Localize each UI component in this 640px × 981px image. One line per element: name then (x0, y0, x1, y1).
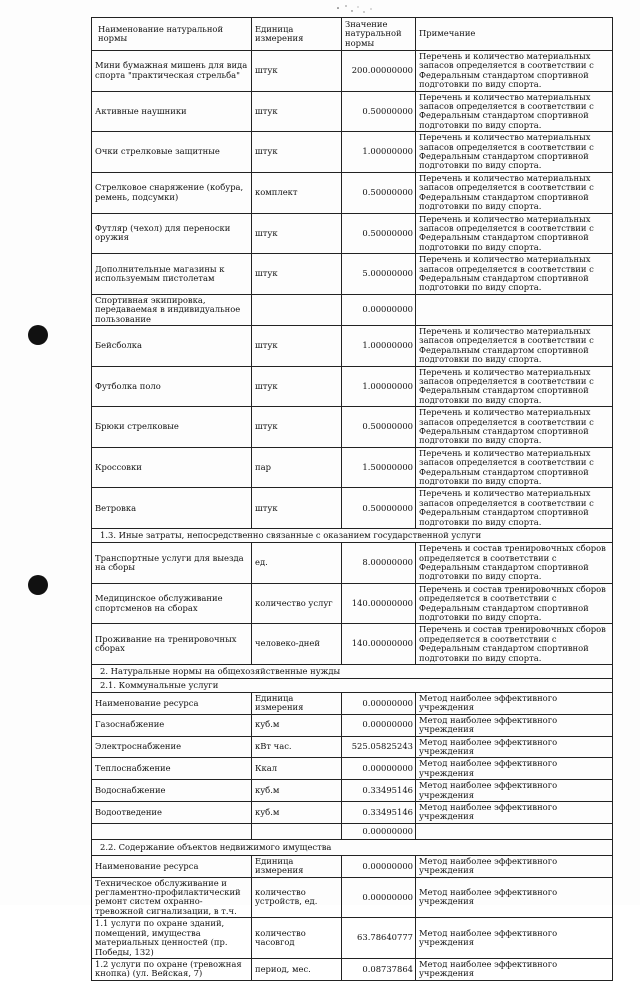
cell-name: Футляр (чехол) для переноски оружия (92, 213, 252, 254)
cell-note: Перечень и количество материальных запасов определяется в соответствии с Федеральным стандартом спортивной подготовки по виду спорта. (416, 132, 613, 173)
table-row (92, 714, 613, 736)
cell-name: Водоснабжение (92, 780, 252, 802)
cell-value: 0.00000000 (342, 758, 416, 780)
norms-table (91, 17, 613, 981)
cell-name: Электроснабжение (92, 736, 252, 758)
cell-unit: человеко-дней (252, 624, 342, 665)
header-unit: Единица измерения (252, 18, 342, 51)
cell-note: Метод наиболее эффективного учреждения (416, 918, 613, 959)
cell-unit: штук (252, 213, 342, 254)
cell-note: Перечень и количество материальных запасов определяется в соответствии с Федеральным стандартом спортивной подготовки по виду спорта. (416, 213, 613, 254)
cell-name: Кроссовки (92, 447, 252, 488)
cell-note: Перечень и количество материальных запасов определяется в соответствии с Федеральным стандартом спортивной подготовки по виду спорта. (416, 91, 613, 132)
section-row (92, 678, 613, 692)
cell-value: 63.78640777 (342, 918, 416, 959)
cell-unit: штук (252, 51, 342, 92)
table-row (92, 780, 613, 802)
cell-name: Теплоснабжение (92, 758, 252, 780)
cell-name: Бейсболка (92, 325, 252, 366)
cell-value: 1.00000000 (342, 132, 416, 173)
cell-value: 0.00000000 (342, 714, 416, 736)
cell-unit: количество устройств, ед. (252, 877, 342, 918)
cell-value: 0.50000000 (342, 407, 416, 448)
cell-unit: штук (252, 91, 342, 132)
cell-value: 1.50000000 (342, 447, 416, 488)
table-row (92, 366, 613, 407)
cell-note: Метод наиболее эффективного учреждения (416, 855, 613, 877)
cell-value: 0.00000000 (342, 294, 416, 325)
cell-name: Газоснабжение (92, 714, 252, 736)
cell-value: 140.00000000 (342, 624, 416, 665)
header-name: Наименование натуральной нормы (92, 18, 252, 51)
cell-note: Метод наиболее эффективного учреждения (416, 802, 613, 824)
cell-name: Техническое обслуживание и регламентно-профилактический ремонт систем охранно-тревожной сигнализации, в т.ч. (92, 877, 252, 918)
table-row (92, 918, 613, 959)
cell-note: Метод наиболее эффективного учреждения (416, 877, 613, 918)
punch-hole (28, 325, 48, 345)
table-row (92, 254, 613, 295)
cell-note (416, 294, 613, 325)
table-row (92, 624, 613, 665)
cell-name: Активные наушники (92, 91, 252, 132)
header-note: Примечание (416, 18, 613, 51)
cell-note: Перечень и состав тренировочных сборов определяется в соответствии с Федеральным стандартом спортивной подготовки по виду спорта. (416, 543, 613, 584)
cell-name: Транспортные услуги для выезда на сборы (92, 543, 252, 584)
table-row (92, 325, 613, 366)
cell-value: 0.50000000 (342, 488, 416, 529)
cell-unit: количество часовгод (252, 918, 342, 959)
cell-name: Футболка поло (92, 366, 252, 407)
table-row (92, 758, 613, 780)
cell-utilities_total: 0.00000000 (342, 823, 416, 839)
cell-note: Перечень и количество материальных запасов определяется в соответствии с Федеральным стандартом спортивной подготовки по виду спорта. (416, 447, 613, 488)
cell-note: Метод наиболее эффективного учреждения (416, 736, 613, 758)
cell-note: Перечень и состав тренировочных сборов определяется в соответствии с Федеральным стандартом спортивной подготовки по виду спорта. (416, 624, 613, 665)
cell-name: 1.2 услуги по охране (тревожная кнопка) (ул. Вейская, 7) (92, 958, 252, 980)
cell-unit: штук (252, 132, 342, 173)
cell-note: Перечень и количество материальных запасов определяется в соответствии с Федеральным стандартом спортивной подготовки по виду спорта. (416, 172, 613, 213)
cell-unit: комплект (252, 172, 342, 213)
cell-note: Перечень и количество материальных запасов определяется в соответствии с Федеральным стандартом спортивной подготовки по виду спорта. (416, 407, 613, 448)
cell-note: Метод наиболее эффективного учреждения (416, 714, 613, 736)
table-row (92, 172, 613, 213)
cell-name: Водоотведение (92, 802, 252, 824)
cell-name: Ветровка (92, 488, 252, 529)
cell-name: Наименование ресурса (92, 855, 252, 877)
cell-note: Перечень и количество материальных запасов определяется в соответствии с Федеральным стандартом спортивной подготовки по виду спорта. (416, 51, 613, 92)
cell-name: 1.1 услуги по охране зданий, помещений, имущества материальных ценностей (пр. Победы, 132) (92, 918, 252, 959)
section-row (92, 529, 613, 543)
header-value: Значение натуральной нормы (342, 18, 416, 51)
section-1-3-title: 1.3. Иные затраты, непосредственно связанные с оказанием государственной услуги (92, 529, 613, 543)
cell-unit: куб.м (252, 714, 342, 736)
punch-hole (28, 575, 48, 595)
cell-value: 1.00000000 (342, 366, 416, 407)
cell-unit: кВт час. (252, 736, 342, 758)
cell-value: 0.50000000 (342, 91, 416, 132)
table-row (92, 543, 613, 584)
cell-name: Очки стрелковые защитные (92, 132, 252, 173)
table-row (92, 958, 613, 980)
table-row (92, 51, 613, 92)
table-row (92, 132, 613, 173)
cell-unit: ед. (252, 543, 342, 584)
cell-unit (252, 294, 342, 325)
cell-unit: штук (252, 407, 342, 448)
cell-value: 0.50000000 (342, 213, 416, 254)
cell-name: Проживание на тренировочных сборах (92, 624, 252, 665)
table-row (92, 91, 613, 132)
cell-name: Мини бумажная мишень для вида спорта "практическая стрельба" (92, 51, 252, 92)
cell-note: Перечень и количество материальных запасов определяется в соответствии с Федеральным стандартом спортивной подготовки по виду спорта. (416, 254, 613, 295)
cell-value: 0.00000000 (342, 855, 416, 877)
section-2-1-title: 2.1. Коммунальные услуги (92, 678, 613, 692)
cell-unit: штук (252, 488, 342, 529)
cell-value: 0.00000000 (342, 692, 416, 714)
table-row (92, 488, 613, 529)
cell-value: 0.00000000 (342, 877, 416, 918)
cell-value: 0.33495146 (342, 802, 416, 824)
table-header-row (92, 18, 613, 51)
cell-value: 140.00000000 (342, 583, 416, 624)
cell-unit: Единица измерения (252, 855, 342, 877)
cell-unit: пар (252, 447, 342, 488)
section-2-title: 2. Натуральные нормы на общехозяйственные нужды (92, 664, 613, 678)
table-row (92, 583, 613, 624)
section-row (92, 839, 613, 855)
table-row (92, 736, 613, 758)
cell-note: Перечень и количество материальных запасов определяется в соответствии с Федеральным стандартом спортивной подготовки по виду спорта. (416, 488, 613, 529)
cell-note: Метод наиболее эффективного учреждения (416, 780, 613, 802)
cell-value: 0.08737864 (342, 958, 416, 980)
cell-unit: куб.м (252, 780, 342, 802)
cell-note: Перечень и состав тренировочных сборов определяется в соответствии с Федеральным стандартом спортивной подготовки по виду спорта. (416, 583, 613, 624)
table-row (92, 802, 613, 824)
cell-value: 5.00000000 (342, 254, 416, 295)
cell-value: 1.00000000 (342, 325, 416, 366)
cell-unit: куб.м (252, 802, 342, 824)
utilities-header-row (92, 692, 613, 714)
cell-value: 0.50000000 (342, 172, 416, 213)
cell-unit: штук (252, 325, 342, 366)
cell-name: Дополнительные магазины к используемым пистолетам (92, 254, 252, 295)
table-row (92, 213, 613, 254)
cell-name: Наименование ресурса (92, 692, 252, 714)
cell-note: Метод наиболее эффективного учреждения (416, 758, 613, 780)
section-row (92, 664, 613, 678)
scan-specks (300, 0, 380, 12)
table-row (92, 447, 613, 488)
cell-value: 200.00000000 (342, 51, 416, 92)
cell-unit: количество услуг (252, 583, 342, 624)
table-row (92, 877, 613, 918)
cell-note: Перечень и количество материальных запасов определяется в соответствии с Федеральным стандартом спортивной подготовки по виду спорта. (416, 325, 613, 366)
cell-value: 525.05825243 (342, 736, 416, 758)
cell-unit: Единица измерения (252, 692, 342, 714)
cell-unit: штук (252, 366, 342, 407)
cell-name: Стрелковое снаряжение (кобура, ремень, подсумки) (92, 172, 252, 213)
utilities-total-row (92, 823, 613, 839)
table-row (92, 294, 613, 325)
cell-unit: штук (252, 254, 342, 295)
cell-name: Медицинское обслуживание спортсменов на сборах (92, 583, 252, 624)
cell-unit: период, мес. (252, 958, 342, 980)
table-row (92, 407, 613, 448)
cell-value: 0.33495146 (342, 780, 416, 802)
cell-note: Перечень и количество материальных запасов определяется в соответствии с Федеральным стандартом спортивной подготовки по виду спорта. (416, 366, 613, 407)
cell-note: Метод наиболее эффективного учреждения (416, 692, 613, 714)
property-header-row (92, 855, 613, 877)
cell-name: Спортивная экипировка, передаваемая в индивидуальное пользование (92, 294, 252, 325)
cell-note: Метод наиболее эффективного учреждения (416, 958, 613, 980)
cell-name: Брюки стрелковые (92, 407, 252, 448)
cell-value: 8.00000000 (342, 543, 416, 584)
section-2-2-title: 2.2. Содержание объектов недвижимого имущества (92, 839, 613, 855)
cell-unit: Ккал (252, 758, 342, 780)
